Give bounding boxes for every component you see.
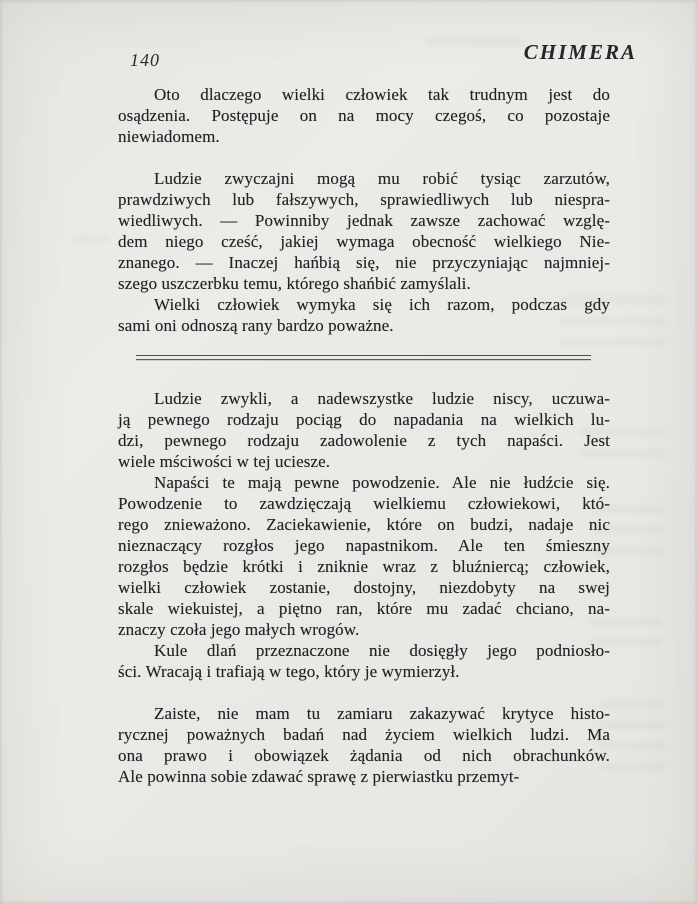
text-line: ją pewnego rodzaju pociąg do napadania na wielkich lu- <box>118 410 610 429</box>
text-line: Kule dlań przeznaczone nie dosięgły jego podniosło- <box>154 641 610 660</box>
text-line: skale wiekuistej, a piętno ran, które mu zadać chciano, na- <box>118 599 610 618</box>
text-line: znaczy czoła jego małych wrogów. <box>118 620 360 639</box>
text-line: Napaści te mają pewne powodzenie. Ale nie łudźcie się. <box>154 473 610 492</box>
text-line: osądzenia. Postępuje on na mocy czegoś, co pozostaje <box>118 106 610 125</box>
text-line: rozgłos będzie krótki i zniknie wraz z bluźniercą; człowiek, <box>118 557 610 576</box>
page-text-block <box>118 84 610 787</box>
paragraph <box>118 703 610 787</box>
page-number: 140 <box>130 50 160 70</box>
page-showthrough <box>70 235 110 247</box>
text-line: prawdziwych lub fałszywych, sprawiedliwych lub niespra- <box>118 190 610 209</box>
text-line: dem niego cześć, jakiej wymaga obecność wielkiego Nie- <box>118 232 610 251</box>
text-line: Oto dlaczego wielki człowiek tak trudnym jest do <box>154 85 610 104</box>
page-showthrough <box>425 38 525 52</box>
text-line: Wielki człowiek wymyka się ich razom, podczas gdy <box>154 295 610 314</box>
text-line: wielki człowiek zostanie, dostojny, niezdobyty na swej <box>118 578 610 597</box>
text-line: szego uszczerbku temu, którego shańbić zamyślali. <box>118 274 471 293</box>
text-line: Zaiste, nie mam tu zamiaru zakazywać krytyce histo- <box>154 704 610 723</box>
text-line: Ludzie zwykli, a nadewszystke ludzie niscy, uczuwa- <box>154 389 610 408</box>
paragraph <box>118 168 610 294</box>
text-line: rycznej poważnych badań nad życiem wielkich ludzi. Ma <box>118 725 610 744</box>
paragraph <box>118 294 610 336</box>
text-line: wiedliwych. — Powinniby jednak zawsze zachować wzglę- <box>118 211 610 230</box>
text-line: Powodzenie to zawdzięczają wielkiemu człowiekowi, któ- <box>118 494 610 513</box>
text-line: ona prawo i obowiązek żądania od nich obrachunków. <box>118 746 610 765</box>
text-line: nieznaczący rozgłos jego napastnikom. Ale ten śmieszny <box>118 536 610 555</box>
text-line: znanego. — Inaczej hańbią się, nie przyczyniając najmniej- <box>118 253 610 272</box>
paragraph <box>118 388 610 472</box>
section-divider-rule <box>136 355 591 360</box>
paragraph <box>118 472 610 640</box>
text-line: Ludzie zwyczajni mogą mu robić tysiąc zarzutów, <box>154 169 610 188</box>
journal-title: CHIMERA <box>523 40 637 64</box>
text-line: rego znieważono. Zaciekawienie, które on budzi, nadaje nic <box>118 515 610 534</box>
text-line: ści. Wracają i trafiają w tego, który je wymierzył. <box>118 662 460 681</box>
paragraph <box>118 84 610 147</box>
paragraph <box>118 640 610 682</box>
text-line: Ale powinna sobie zdawać sprawę z pierwiastku przemyt- <box>118 767 520 786</box>
text-line: wiele mściwości w tej uciesze. <box>118 452 331 471</box>
text-line: sami oni odnoszą rany bardzo poważne. <box>118 316 394 335</box>
text-line: dzi, pewnego rodzaju zadowolenie z tych napaści. Jest <box>118 431 610 450</box>
text-line: niewiadomem. <box>118 127 220 146</box>
